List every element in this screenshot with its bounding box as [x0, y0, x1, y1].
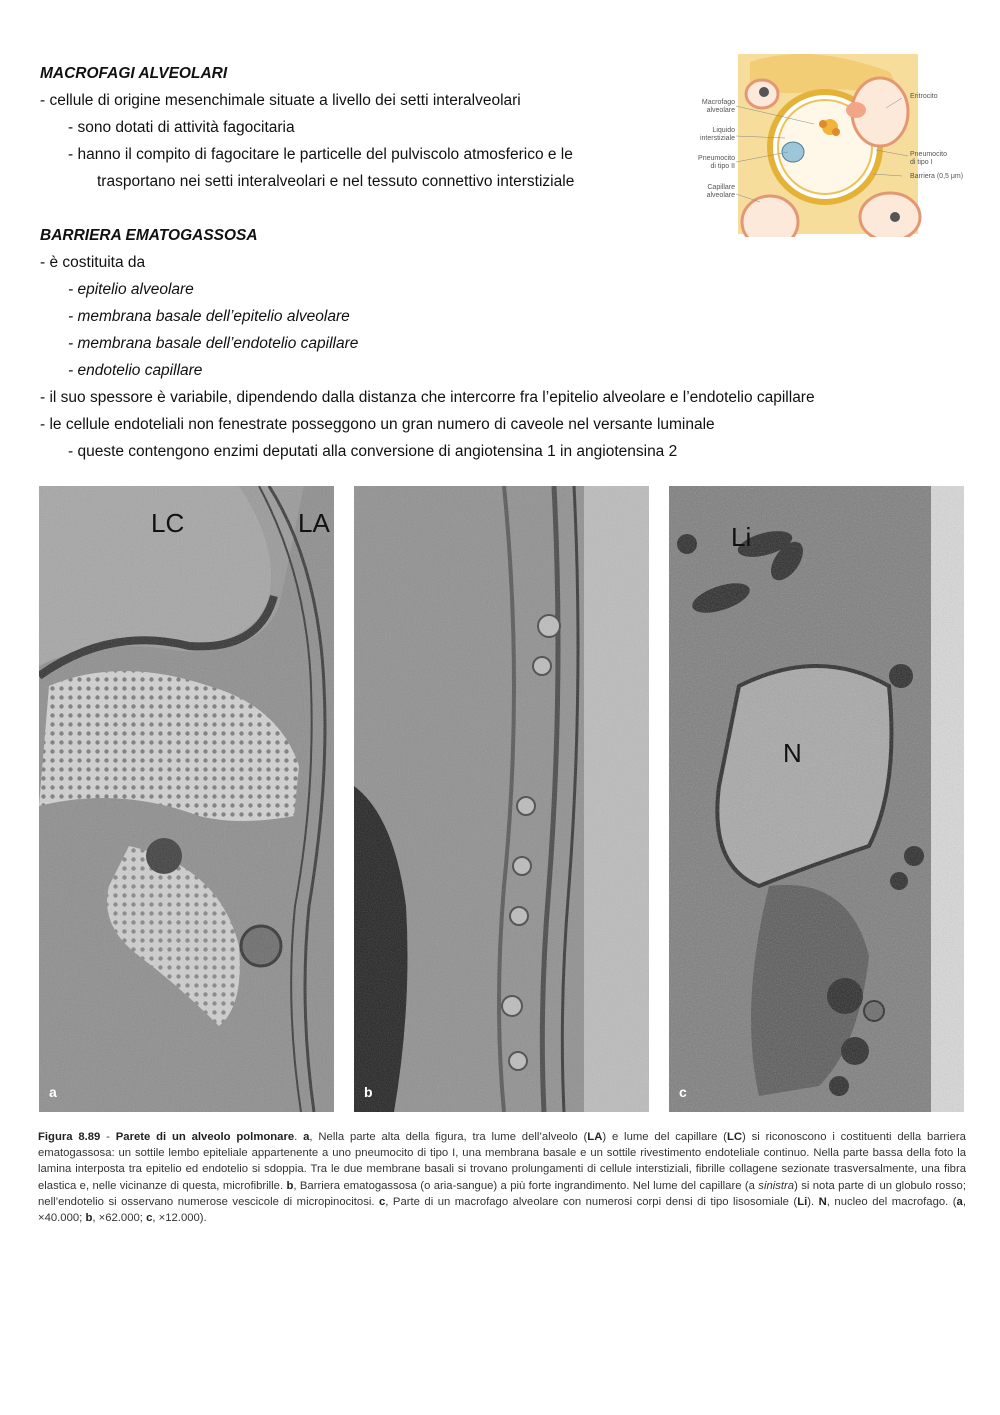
list-item: - membrana basale dell’epitelio alveolare	[68, 308, 350, 325]
micrograph-b	[354, 486, 649, 1112]
section-title-barriera: BARRIERA EMATOGASSOSA	[40, 227, 258, 244]
alveolus-diagram	[690, 52, 965, 237]
diagram-label: Barriera (0,5 μm)	[910, 173, 964, 180]
text-line: - le cellule endoteliali non fenestrate posseggono un gran numero di caveole nel versante luminale	[40, 416, 715, 433]
panel-letter-a: a	[49, 1084, 57, 1100]
diagram-label: Pneumocito	[910, 151, 947, 158]
text-line: trasportano nei setti interalveolari e nel tessuto connettivo interstiziale	[97, 173, 575, 190]
text-line: - il suo spessore è variabile, dipendendo dalla distanza che intercorre fra l’epitelio alveolare e l’endotelio capillare	[40, 389, 815, 406]
label-lc: LC	[151, 508, 185, 538]
diagram-label: Pneumocito	[698, 155, 735, 162]
diagram-label: interstiziale	[699, 135, 735, 142]
text-line: - sono dotati di attività fagocitaria	[68, 119, 295, 136]
text-line: - è costituita da	[40, 254, 146, 271]
section-title-macrofagi: MACROFAGI ALVEOLARI	[40, 65, 228, 82]
list-item: - epitelio alveolare	[68, 281, 194, 298]
diagram-label: Liquido	[712, 127, 735, 134]
label-n: N	[783, 738, 802, 768]
diagram-label: alveolare	[706, 192, 735, 199]
text-line: - cellule di origine mesenchimale situate a livello dei setti interalveolari	[40, 92, 521, 109]
caption-title: Parete di un alveolo polmonare	[115, 1131, 295, 1143]
text-line: - queste contengono enzimi deputati alla conversione di angiotensina 1 in angiotensina 2	[68, 443, 678, 460]
caption-fig-number: Figura 8.89	[38, 1131, 101, 1143]
figure-caption: Figura 8.89 - Parete di un alveolo polmonare. a, Nella parte alta della figura, tra lume dell’alveolo (LA) e lume del capillare (LC) si riconoscono i costituenti della barriera ematogassosa: un sottile lembo epiteliale appartenente a uno pneumocito di tipo I, una membrana basale e un sottile rivestimento endoteliale continuo. Nella parte bassa della foto la lamina interposta tra epitelio ed endotelio si sdoppia. Tra le due membrane basali si trovano prolungamenti di cellule interstiziali, fibrille collagene sezionate trasversalmente, una fibra elastica e, nelle vicinanze di questa, microfibrille. b, Barriera ematogassosa (o aria-sangue) a più forte ingrandimento. Nel lume del capillare (a sinistra) si nota parte di un globulo rosso; nell’endotelio si osservano numerose vescicole di micropinocitosi. c, Parte di un macrofago alveolare con numerosi corpi densi di tipo lisosomiale (Li). N, nucleo del macrofago. (a, ×40.000; b, ×62.000; c, ×12.000).	[38, 1131, 966, 1225]
micrograph-c	[669, 486, 964, 1112]
label-li: Li	[731, 522, 752, 552]
diagram-label: di tipo II	[710, 163, 735, 170]
list-item: - endotelio capillare	[68, 362, 203, 379]
label-la: LA	[298, 508, 330, 538]
micrograph-a	[39, 486, 334, 1112]
panel-letter-b: b	[364, 1084, 373, 1100]
diagram-label: alveolare	[706, 107, 735, 114]
panel-letter-c: c	[679, 1084, 687, 1100]
diagram-label: di tipo I	[910, 159, 933, 166]
diagram-label: Macrofago	[701, 99, 735, 106]
list-item: - membrana basale dell’endotelio capillare	[68, 335, 359, 352]
diagram-label: Capillare	[707, 184, 735, 191]
text-line: - hanno il compito di fagocitare le particelle del pulviscolo atmosferico e le	[68, 146, 573, 163]
diagram-label: Eritrocito	[910, 93, 938, 100]
